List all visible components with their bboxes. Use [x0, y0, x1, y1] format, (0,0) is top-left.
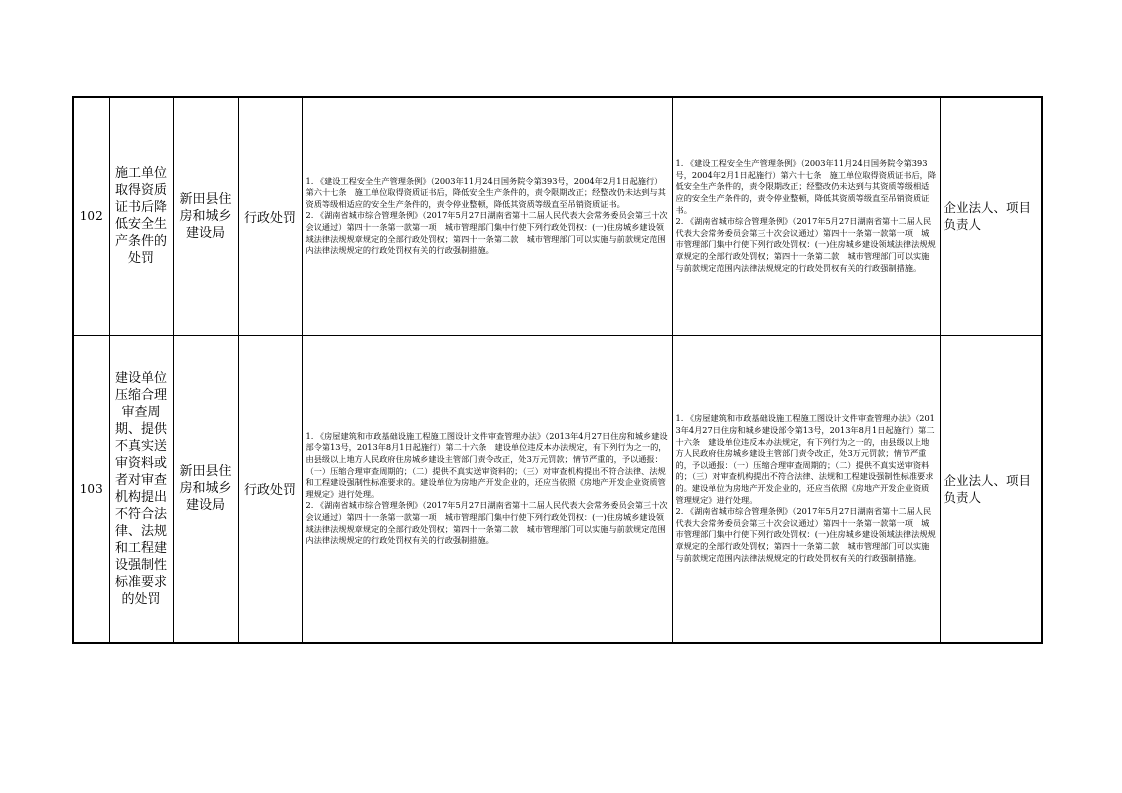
- penalty-basis-paragraph: 2. 《湖南省城市综合管理条例》（2017年5月27日湖南省第十二届人民代表大会常务委员会第三十次会议通过）第四十一条第一款第一项 城市管理部门集中行使下列行政处罚权：(一)住房城乡建设领域法律法规规章规定的全部行政处罚权；第四十一条第二款 城市管理部门可以实施与前款规定范围内法律法规规定的行政处罚权有关的行政强制措施。: [675, 506, 936, 563]
- target-cell: 企业法人、项目负责人: [940, 335, 1042, 643]
- legal-basis-paragraph: 2. 《湖南省城市综合管理条例》（2017年5月27日湖南省第十二届人民代表大会常务委员会第三十次会议通过）第四十一条第一款第一项 城市管理部门集中行使下列行政处罚权：(一)住房城乡建设领域法律法规规章规定的全部行政处罚权；第四十一条第二款 城市管理部门可以实施与前款规定范围内法律法规规定的行政处罚权有关的行政强制措施。: [305, 500, 668, 546]
- penalty-basis-cell: [672, 335, 940, 643]
- legal-basis-paragraph: 2. 《湖南省城市综合管理条例》（2017年5月27日湖南省第十二届人民代表大会常务委员会第三十次会议通过）第四十一条第一款第一项 城市管理部门集中行使下列行政处罚权：(一)住房城乡建设领域法律法规规章规定的全部行政处罚权；第四十一条第二款 城市管理部门可以实施与前款规定范围内法律法规规定的行政处罚权有关的行政强制措施。: [305, 210, 668, 256]
- item-name: 施工单位取得资质证书后降低安全生产条件的处罚: [109, 97, 173, 335]
- legal-basis-paragraph: 1. 《房屋建筑和市政基础设施工程施工图设计文件审查管理办法》（2013年4月27日住房和城乡建设部令第13号，2013年8月1日起施行）第二十六条 建设单位违反本办法规定，有下列行为之一的，由县级以上地方人民政府住房城乡建设主管部门责令改正，处3万元罚款；情节严重的，予以通报：（一）压缩合理审查周期的；（二）提供不真实送审资料的；（三）对审查机构提出不符合法律、法规和工程建设强制性标准要求的。建设单位为房地产开发企业的，还应当依照《房地产开发企业资质管理规定》进行处理。: [305, 430, 668, 499]
- legal-basis-cell: [302, 335, 672, 643]
- penalty-basis-paragraph: 2. 《湖南省城市综合管理条例》（2017年5月27日湖南省第十二届人民代表大会常务委员会第三十次会议通过）第四十一条第一款第一项 城市管理部门集中行使下列行政处罚权：(一)住房城乡建设领域法律法规规章规定的全部行政处罚权；第四十一条第二款 城市管理部门可以实施与前款规定范围内法律法规规定的行政处罚权有关的行政强制措施。: [675, 216, 936, 273]
- item-name: 建设单位压缩合理审查周期、提供不真实送审资料或者对审查机构提出不符合法律、法规和工程建设强制性标准要求的处罚: [109, 335, 173, 643]
- power-type-cell: 行政处罚: [238, 335, 302, 643]
- penalty-basis-cell: [672, 97, 940, 335]
- penalty-basis-paragraph: 1. 《建设工程安全生产管理条例》（2003年11月24日国务院令第393号，2004年2月1日起施行）第六十七条 施工单位取得资质证书后，降低安全生产条件的，责令限期改正；经整改仍未达到与其资质等级相适应的安全生产条件的，责令停业整顿，降低其资质等级直至吊销资质证书。: [675, 158, 937, 215]
- department-cell: 新田县住房和城乡建设局: [173, 97, 238, 335]
- penalty-basis-paragraph: 1. 《房屋建筑和市政基础设施工程施工图设计文件审查管理办法》（2013年4月27日住房和城乡建设部令第13号，2013年8月1日起施行）第二十六条 建设单位违反本办法规定，有下列行为之一的，由县级以上地方人民政府住房城乡建设主管部门责令改正，处3万元罚款；情节严重的，予以通报：（一）压缩合理审查周期的；（二）提供不真实送审资料的；（三）对审查机构提出不符合法律、法规和工程建设强制性标准要求的。建设单位为房地产开发企业的，还应当依照《房地产开发企业资质管理规定》进行处理。: [675, 413, 935, 505]
- table-row: [73, 335, 1042, 643]
- department-cell: 新田县住房和城乡建设局: [173, 335, 238, 643]
- table-row: [73, 97, 1042, 335]
- power-list-table: [72, 96, 1043, 644]
- target-cell: 企业法人、项目负责人: [940, 97, 1042, 335]
- item-number: 103: [73, 335, 109, 643]
- item-number: 102: [73, 97, 109, 335]
- legal-basis-cell: [302, 97, 672, 335]
- power-type-cell: 行政处罚: [238, 97, 302, 335]
- legal-basis-paragraph: 1. 《建设工程安全生产管理条例》（2003年11月24日国务院令第393号，2004年2月1日起施行）第六十七条 施工单位取得资质证书后，降低安全生产条件的，责令限期改正；经整改仍未达到与其资质等级相适应的安全生产条件的，责令停业整顿，降低其资质等级直至吊销资质证书。: [305, 175, 666, 209]
